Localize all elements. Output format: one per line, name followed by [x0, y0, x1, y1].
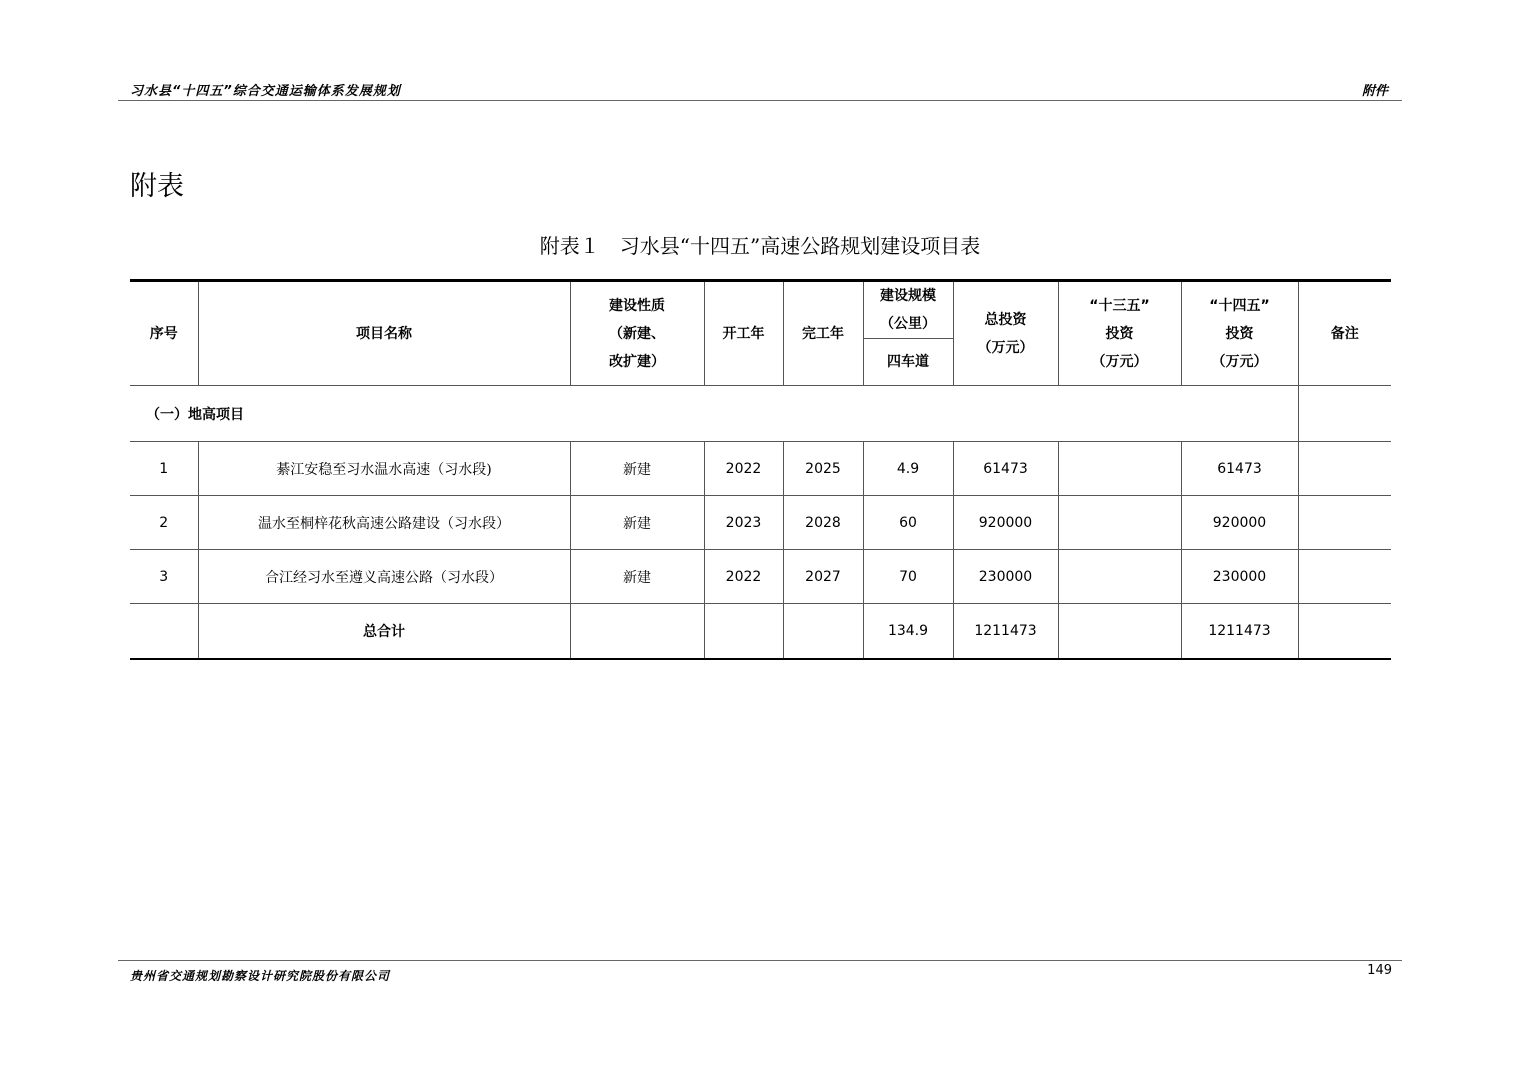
header-right-label: 附件	[1361, 84, 1388, 99]
section-title: 附表	[130, 171, 184, 202]
cell-scale: 4.9	[863, 442, 953, 496]
header-nature-line2: （新建、	[609, 325, 665, 342]
cell-no: 2	[130, 496, 198, 550]
total-start	[704, 604, 783, 659]
cell-invest: 920000	[953, 496, 1058, 550]
cell-13th	[1058, 442, 1181, 496]
cell-remark	[1298, 442, 1391, 496]
cell-end: 2025	[783, 442, 863, 496]
header-14th-line3: （万元）	[1211, 353, 1268, 370]
cell-14th: 230000	[1181, 550, 1298, 604]
cell-scale: 70	[863, 550, 953, 604]
footer-company: 贵州省交通规划勘察设计研究院股份有限公司	[130, 969, 391, 983]
cell-start: 2023	[704, 496, 783, 550]
total-invest: 1211473	[953, 604, 1058, 659]
header-scale-line1: 建设规模	[880, 288, 936, 304]
total-end	[783, 604, 863, 659]
category-row: （一）地高项目	[130, 386, 1298, 442]
header-name: 项目名称	[198, 281, 570, 386]
cell-nature: 新建	[570, 550, 704, 604]
header-nature-line3: 改扩建）	[609, 353, 665, 370]
header-end-year: 完工年	[783, 281, 863, 386]
header-13th-invest	[1058, 281, 1181, 386]
page-number: 149	[1367, 963, 1392, 978]
cell-14th: 61473	[1181, 442, 1298, 496]
cell-nature: 新建	[570, 496, 704, 550]
cell-name: 温水至桐梓花秋高速公路建设（习水段）	[198, 496, 570, 550]
header-14th-invest	[1181, 281, 1298, 386]
cell-invest: 230000	[953, 550, 1058, 604]
category-remark	[1298, 386, 1391, 442]
header-title: 习水县“十四五”综合交通运输体系发展规划	[130, 84, 401, 99]
table-row	[130, 550, 1391, 604]
header-nature-line1: 建设性质	[609, 297, 665, 314]
page-header	[118, 80, 1402, 101]
header-scale	[863, 281, 953, 339]
cell-13th	[1058, 496, 1181, 550]
header-total-invest	[953, 281, 1058, 386]
cell-end: 2028	[783, 496, 863, 550]
header-scale-four-lane: 四车道	[863, 339, 953, 386]
total-scale: 134.9	[863, 604, 953, 659]
cell-no: 3	[130, 550, 198, 604]
cell-start: 2022	[704, 442, 783, 496]
table-title: 附表１ 习水县“十四五”高速公路规划建设项目表	[539, 234, 981, 258]
cell-invest: 61473	[953, 442, 1058, 496]
header-scale-line2: （公里）	[880, 316, 936, 332]
cell-nature: 新建	[570, 442, 704, 496]
page-footer	[118, 960, 1402, 983]
cell-13th	[1058, 550, 1181, 604]
header-nature	[570, 281, 704, 386]
total-no	[130, 604, 198, 659]
header-invest-line1: 总投资	[984, 311, 1027, 328]
cell-no: 1	[130, 442, 198, 496]
cell-end: 2027	[783, 550, 863, 604]
header-14th-line1: “十四五”	[1209, 297, 1270, 314]
header-start-year: 开工年	[704, 281, 783, 386]
total-14th: 1211473	[1181, 604, 1298, 659]
cell-scale: 60	[863, 496, 953, 550]
total-nature	[570, 604, 704, 659]
total-row	[130, 604, 1391, 659]
header-14th-line2: 投资	[1225, 325, 1254, 342]
total-13th	[1058, 604, 1181, 659]
project-table	[130, 279, 1391, 660]
cell-14th: 920000	[1181, 496, 1298, 550]
header-invest-line2: （万元）	[977, 339, 1034, 356]
cell-name: 綦江安稳至习水温水高速（习水段)	[198, 442, 570, 496]
cell-name: 合江经习水至遵义高速公路（习水段）	[198, 550, 570, 604]
header-no: 序号	[130, 281, 198, 386]
header-13th-line3: （万元）	[1091, 353, 1148, 370]
header-13th-line1: “十三五”	[1089, 297, 1150, 314]
table-row	[130, 496, 1391, 550]
cell-start: 2022	[704, 550, 783, 604]
cell-remark	[1298, 550, 1391, 604]
total-label: 总合计	[198, 604, 570, 659]
header-remark: 备注	[1298, 281, 1391, 386]
table-row	[130, 442, 1391, 496]
total-remark	[1298, 604, 1391, 659]
cell-remark	[1298, 496, 1391, 550]
header-13th-line2: 投资	[1105, 325, 1134, 342]
